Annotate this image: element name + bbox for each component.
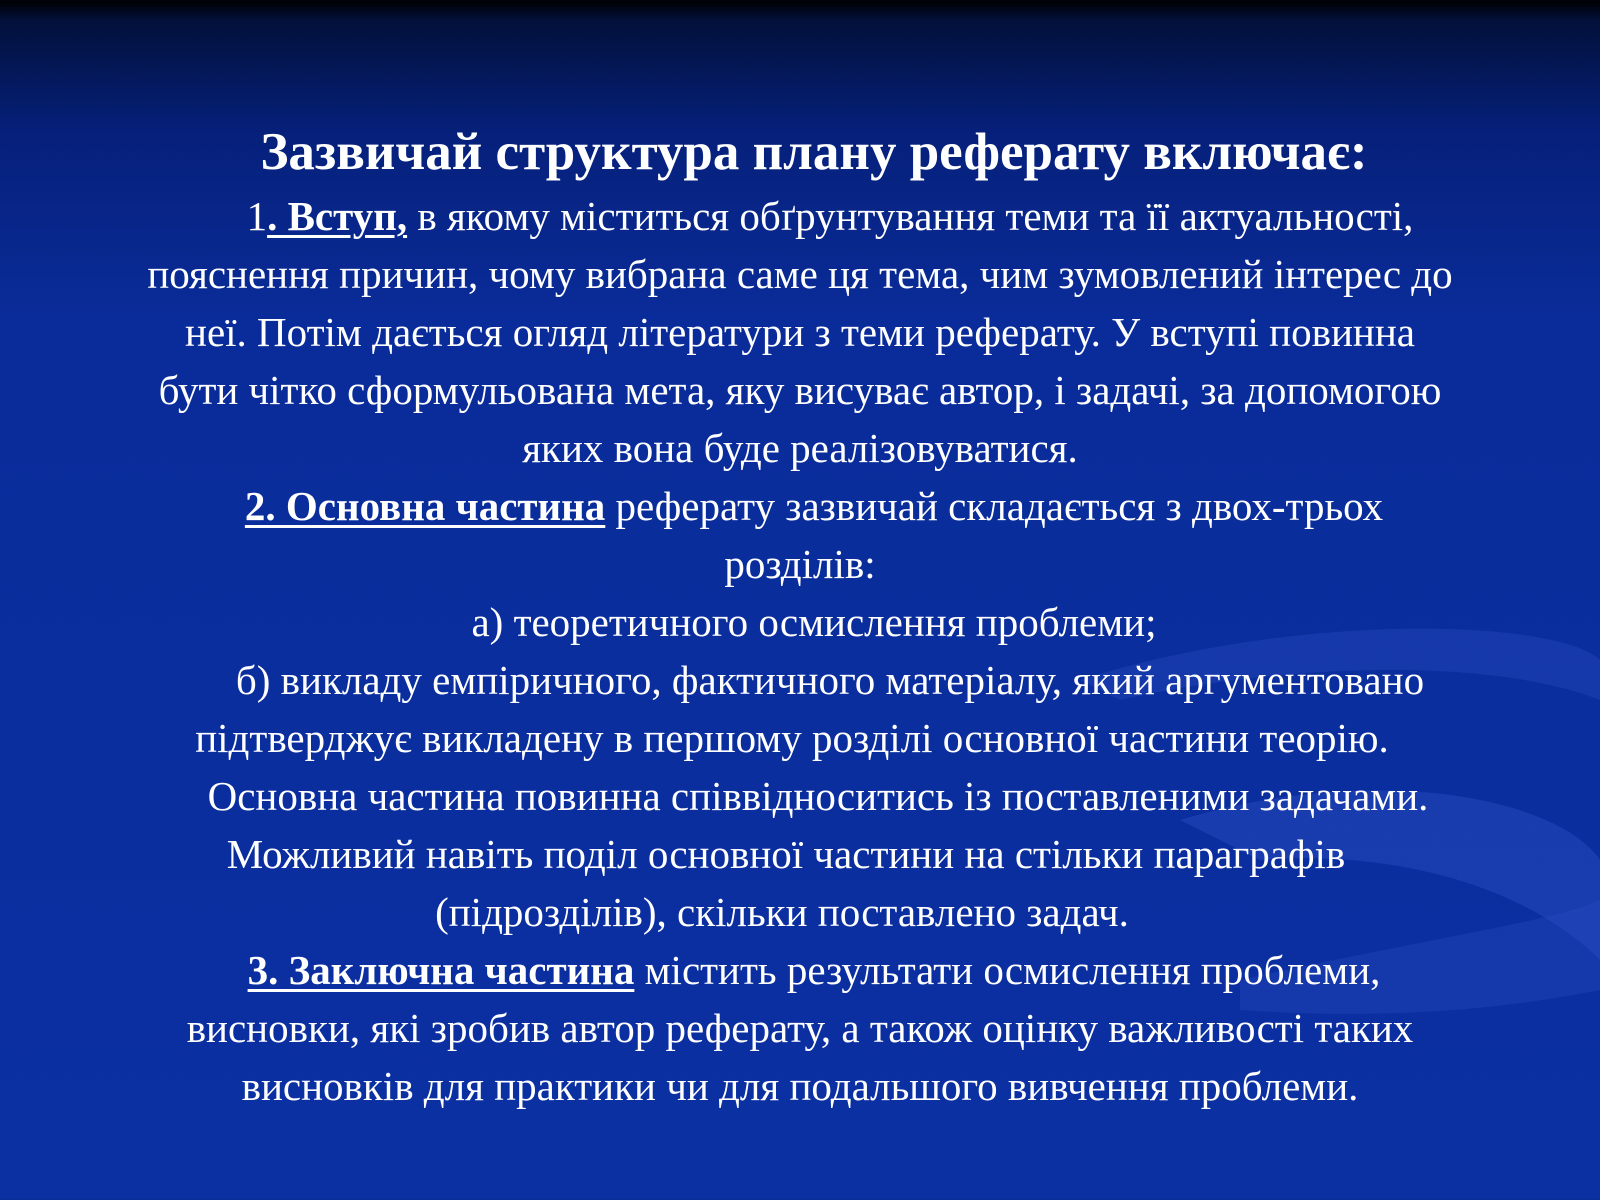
- intro-line-1-rest: в якому міститься обґрунтування теми та її актуальності,: [407, 193, 1414, 239]
- intro-line-2: пояснення причин, чому вибрана саме ця тема, чим зумовлений інтерес до: [147, 251, 1453, 297]
- main-line-2: розділів:: [724, 541, 876, 587]
- intro-number: 1: [246, 193, 268, 239]
- intro-heading: . Вступ,: [267, 193, 408, 239]
- conclusion-line-1-rest: містить результати осмислення проблеми,: [634, 947, 1381, 993]
- conclusion-heading: 3. Заключна частина: [247, 947, 635, 993]
- conclusion-line-2: висновки, які зробив автор реферату, а також оцінку важливості таких: [186, 1005, 1414, 1051]
- main-note-line-2: Можливий навіть поділ основної частини на стільки параграфів: [226, 831, 1346, 877]
- main-line-1: [14, 477, 1600, 535]
- main-item-b-line-1: б) викладу емпіричного, фактичного матеріалу, який аргументовано: [235, 657, 1425, 703]
- main-note-line-3: (підрозділів), скільки поставлено задач.: [435, 889, 1129, 935]
- main-item-a: а) теоретичного осмислення проблеми;: [471, 599, 1157, 645]
- conclusion-line-3: висновків для практики чи для подальшого вивчення проблеми.: [241, 1063, 1359, 1109]
- intro-line-3: неї. Потім дається огляд літератури з теми реферату. У вступі повинна: [185, 309, 1415, 355]
- intro-line-5: яких вона буде реалізовуватися.: [522, 425, 1078, 471]
- conclusion-line-1: [14, 941, 1600, 999]
- slide-title: Зазвичай структура плану реферату включає:: [260, 123, 1368, 181]
- intro-line-4: бути чітко сформульована мета, яку висуває автор, і задачі, за допомогою: [158, 367, 1442, 413]
- intro-line-1: [30, 187, 1600, 245]
- main-heading: 2. Основна частина: [244, 483, 606, 529]
- main-line-1-rest: реферату зазвичай складається з двох-трьох: [605, 483, 1384, 529]
- main-note-line-1: Основна частина повинна співвідноситись із поставленими задачами.: [207, 773, 1429, 819]
- main-item-b-line-2: підтверджує викладену в першому розділі основної частини теорію.: [195, 715, 1389, 761]
